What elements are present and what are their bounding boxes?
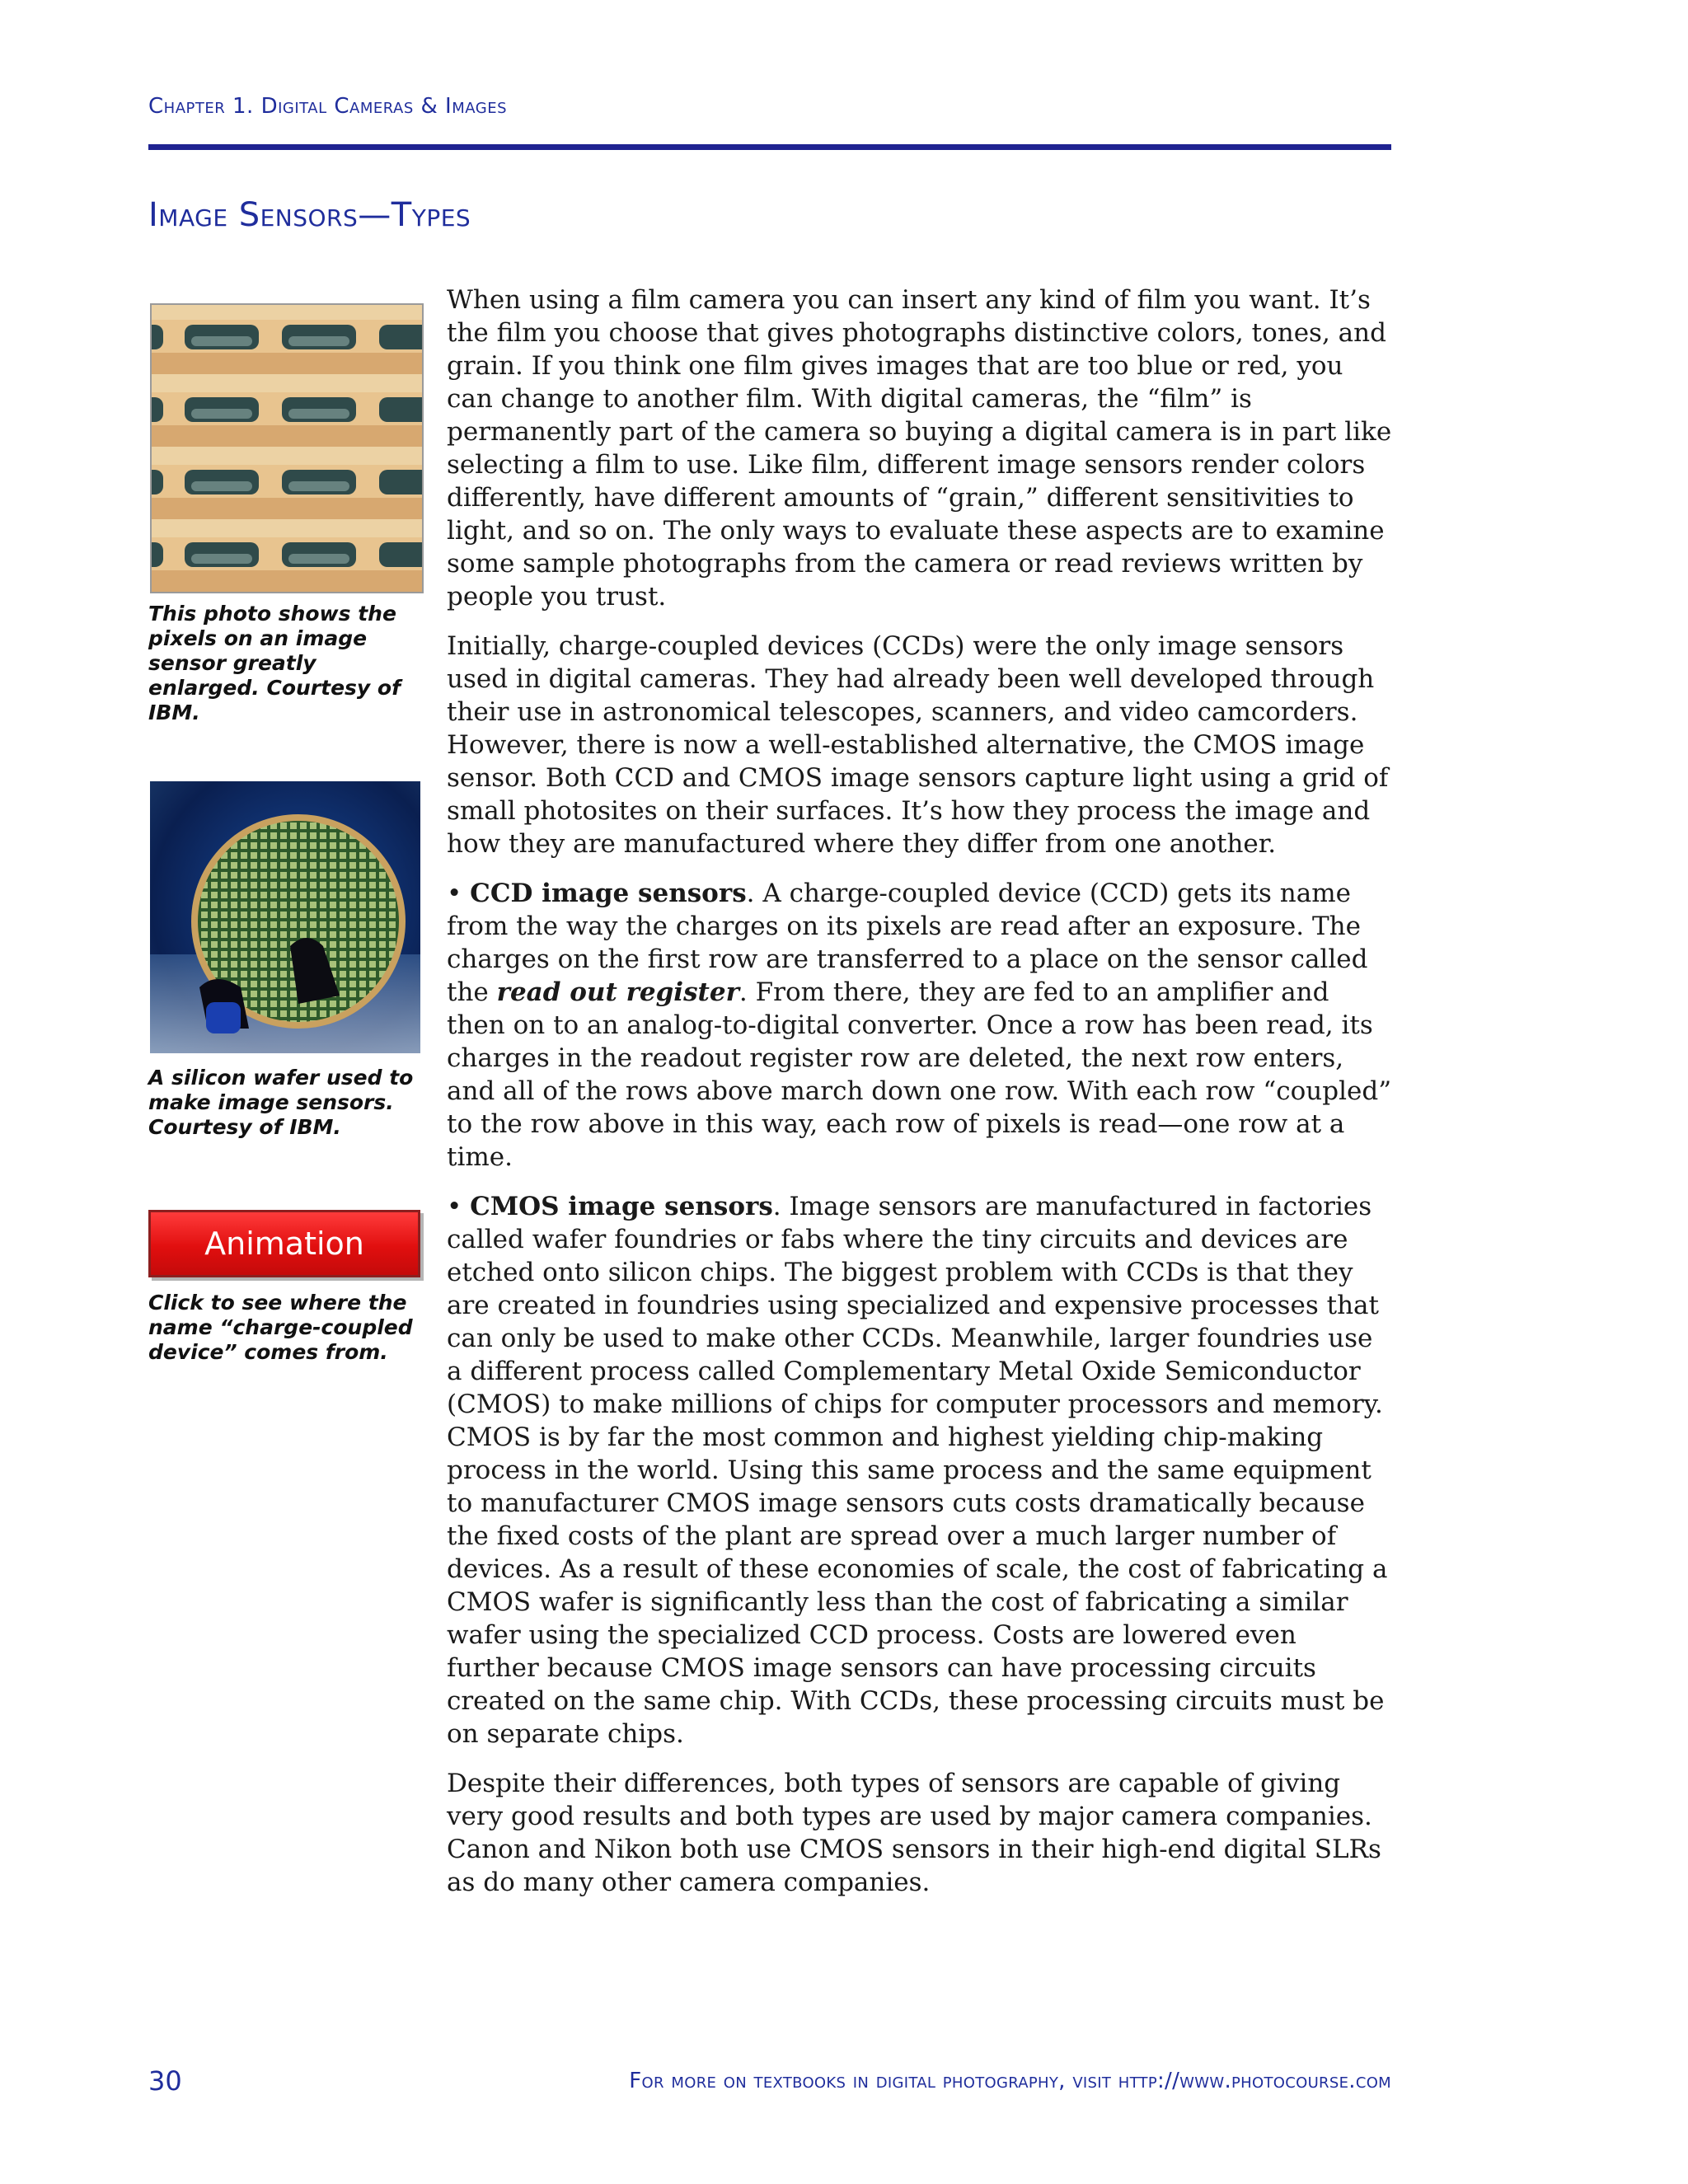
cmos-text: . Image sensors are manufactured in factories called wafer foundries or fabs where the tiny circuits and devices are etched onto silicon chips. The biggest problem with CCDs is that they are created in foundries using specialized and expensive processes that can only be used to make other CCDs. Meanwhile, larger foundries use a different process called Complementary Metal Oxide Semiconductor (CMOS) to make millions of chips for computer processors and memory. CMOS is by far the most common and highest yielding chip-making process in the world. Using this same process and the same equipment to manufacturer CMOS image sensors cuts costs dramatically because the fixed costs of the plant are spread over a much larger number of devices. As a result of these economies of scale, the cost of fabricating a CMOS wafer is significantly less than the cost of fabricating a similar wafer using the specialized CCD process. Costs are lowered even further because CMOS image sensors can have processing circuits created on the same chip. With CCDs, these processing circuits must be on separate chips. (447, 1192, 1388, 1749)
footer-promo-link[interactable]: For more on textbooks in digital photography, visit http://www.photocourse.com (629, 2069, 1391, 2093)
ccd-history-paragraph: Initially, charge-coupled devices (CCDs) were the only image sensors used in digital cameras. They had already been well developed through their use in astronomical telescopes, scanners, and video camcorders. However, there is now a well-established alternative, the CMOS image sensor. Both CCD and CMOS image sensors capture light using a grid of small photosites on their surfaces. It’s how they process the image and how they are manufactured where they differ from one another. (447, 631, 1389, 859)
cmos-paragraph (447, 1190, 1393, 1750)
sensor-pixels-illustration (152, 305, 422, 592)
ccd-paragraph (447, 877, 1393, 1174)
header-divider (148, 144, 1391, 150)
animation-caption: Click to see where the name “charge-coupled device” comes from. (148, 1291, 413, 1364)
silicon-wafer-illustration (150, 781, 420, 1053)
page-number: 30 (148, 2065, 182, 2097)
ccd-text-b: . From there, they are fed to an amplifier and then on to an analog-to-digital converter. Once a row has been read, its charges in the readout register row are deleted, the next row enters, and all of the rows above march down one row. With each row “coupled” to the row above in this way, each row of pixels is read—one row at a time. (447, 977, 1392, 1172)
sensor-pixels-photo (150, 303, 424, 593)
wafer-caption: A silicon wafer used to make image sensors. Courtesy of IBM. (148, 1066, 414, 1139)
pixels-caption: This photo shows the pixels on an image sensor greatly enlarged. Courtesy of IBM. (148, 602, 401, 724)
read-out-register-term: read out register (496, 977, 739, 1007)
ccd-text-a: . A charge-coupled device (CCD) gets its name from the way the charges on its pixels are read after an exposure. The charges on the first row are transferred to a place on the sensor called the (447, 879, 1368, 1007)
ccd-bullet: • (447, 879, 471, 908)
cmos-bullet: • (447, 1192, 471, 1221)
ccd-heading: CCD image sensors (470, 879, 747, 908)
chapter-header: Chapter 1. Digital Cameras & Images (148, 94, 507, 119)
animation-button[interactable]: Animation (148, 1210, 420, 1277)
main-text-column (447, 284, 1393, 1915)
closing-paragraph: Despite their differences, both types of sensors are capable of giving very good results and both types are used by major camera companies. Canon and Nikon both use CMOS sensors in their high-end digital SLRs as do many other camera companies. (447, 1769, 1381, 1897)
section-title: Image Sensors—Types (148, 196, 471, 234)
cmos-heading: CMOS image sensors (470, 1192, 773, 1221)
silicon-wafer-photo (150, 781, 420, 1053)
intro-paragraph: When using a film camera you can insert any kind of film you want. It’s the film you choose that gives photographs distinctive colors, tones, and grain. If you think one film gives images that are too blue or red, you can change to another film. With digital cameras, the “film” is permanently part of the camera so buying a digital camera is in part like selecting a film to use. Like film, different image sensors render colors differently, have different amounts of “grain,” different sensitivities to light, and so on. The only ways to evaluate these aspects are to examine some sample photographs from the camera or read reviews written by people you trust. (447, 285, 1392, 612)
